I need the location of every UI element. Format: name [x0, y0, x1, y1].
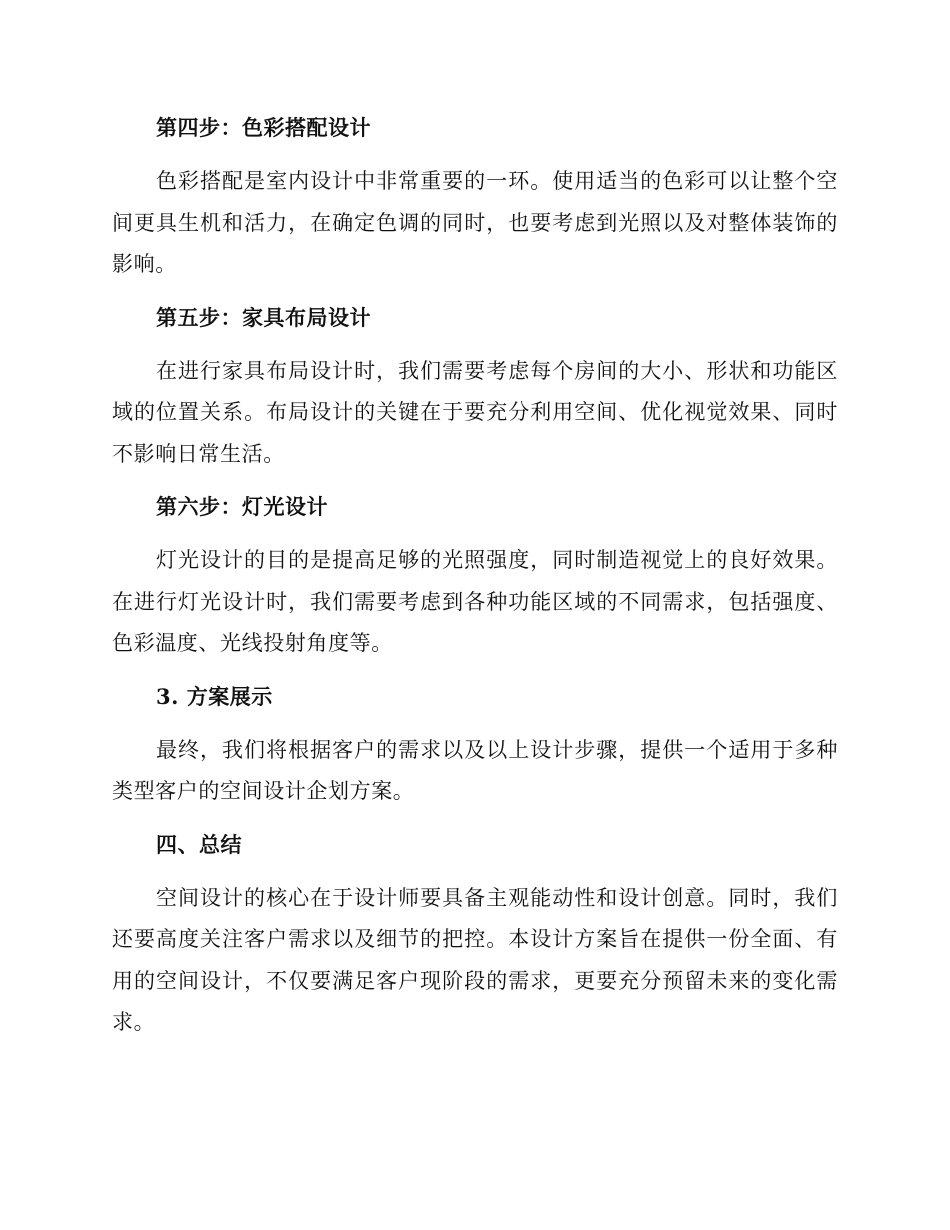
section-summary — [112, 825, 838, 1044]
section-paragraph: 最终，我们将根据客户的需求以及以上设计步骤，提供一个适用于多种类型客户的空间设计企划方案。 — [112, 737, 838, 803]
section-heading: 第五步：家具布局设计 — [156, 304, 371, 330]
section-heading: 四、总结 — [156, 831, 242, 857]
section-heading: 3. 方案展示 — [156, 683, 273, 709]
section-paragraph: 色彩搭配是室内设计中非常重要的一环。使用适当的色彩可以让整个空间更具生机和活力，在确定色调的同时，也要考虑到光照以及对整体装饰的影响。 — [112, 169, 838, 276]
section-step-four — [112, 108, 838, 298]
section-step-five — [112, 298, 838, 488]
section-plan-display — [112, 677, 838, 825]
section-paragraph: 在进行家具布局设计时，我们需要考虑每个房间的大小、形状和功能区域的位置关系。布局设计的关键在于要充分利用空间、优化视觉效果、同时不影响日常生活。 — [112, 358, 838, 466]
section-paragraph: 空间设计的核心在于设计师要具备主观能动性和设计创意。同时，我们还要高度关注客户需求以及细节的把控。本设计方案旨在提供一份全面、有用的空间设计，不仅要满足客户现阶段的需求，更要充分预留未来的变化需求。 — [112, 885, 838, 1034]
section-heading: 第四步：色彩搭配设计 — [156, 115, 371, 140]
section-step-six — [112, 487, 838, 677]
section-heading: 第六步：灯光设计 — [156, 494, 328, 519]
section-paragraph: 灯光设计的目的是提高足够的光照强度，同时制造视觉上的良好效果。在进行灯光设计时，我们需要考虑到各种功能区域的不同需求，包括强度、色彩温度、光线投射角度等。 — [112, 548, 838, 655]
